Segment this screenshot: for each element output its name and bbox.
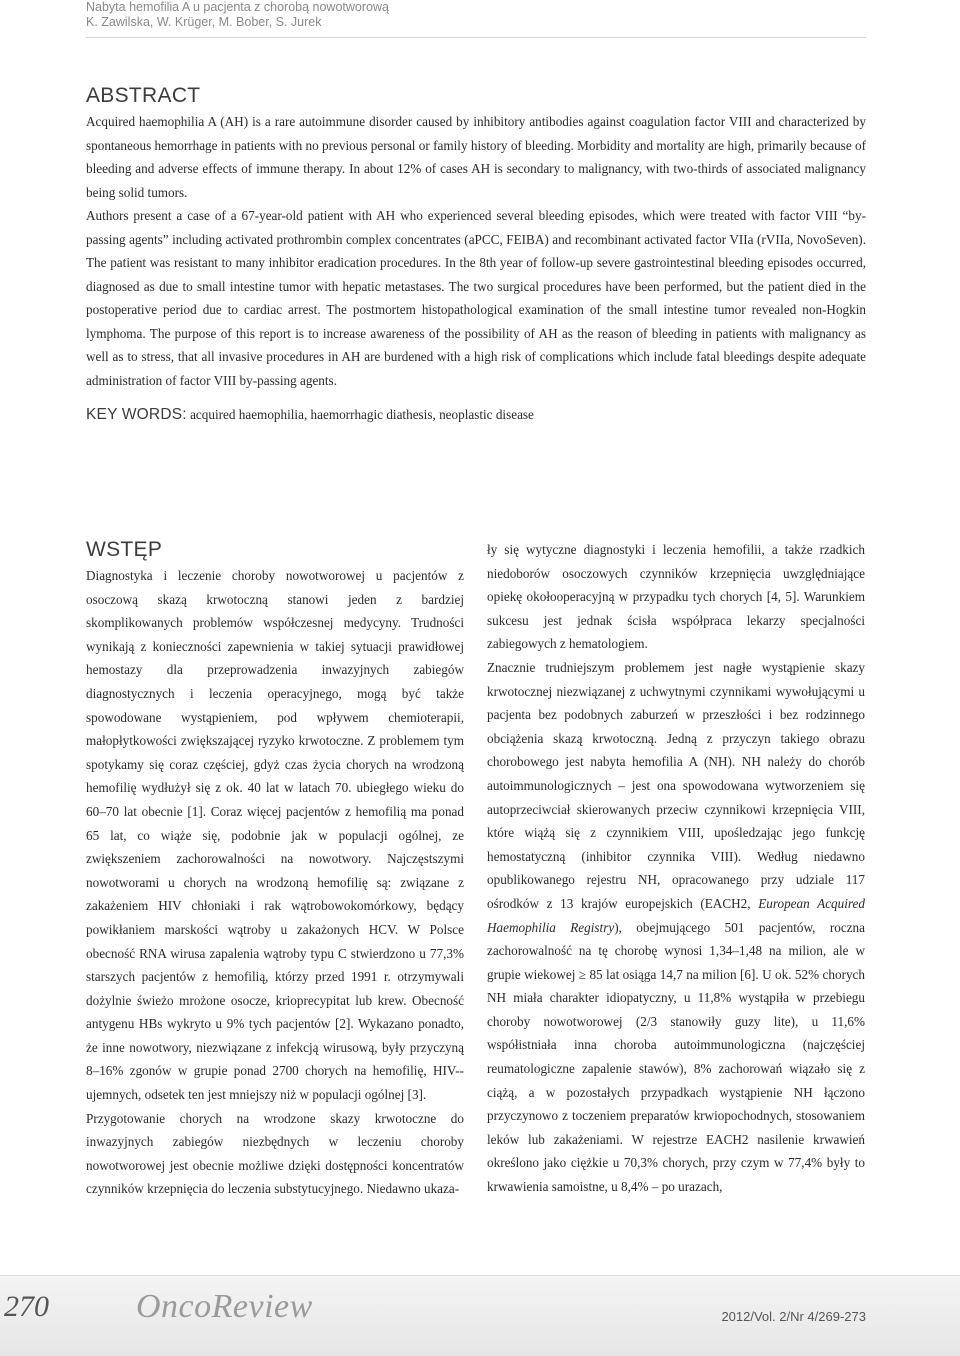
abstract-heading: ABSTRACT — [86, 84, 201, 107]
abstract-paragraph-1: Acquired haemophilia A (AH) is a rare autoimmune disorder caused by inhibitory antibodies against coagulation factor VIII and characterized by spontaneous hemorrhage in patients with no previous personal or family history of bleeding. Morbidity and mortality are high, primarily because of bleeding and adverse effects of immune therapy. In about 12% of cases AH is secondary to malignancy, with two-thirds of associated malignancy being solid tumors. — [86, 114, 866, 200]
keywords-text: acquired haemophilia, haemorrhagic diathesis, neoplastic disease — [190, 407, 534, 422]
issue-info: 2012/Vol. 2/Nr 4/269-273 — [721, 1309, 866, 1324]
intro-paragraph-4 — [487, 656, 865, 1199]
intro-paragraph-2: Przygotowanie chorych na wrodzone skazy krwotoczne do inwazyjnych zabiegów niezbędnych w leczeniu choroby nowotworowej jest obecnie możliwe dzięki dostępności koncentratów czynników krzepnięcia do leczenia substytucyjnego. Niedawno ukaza- — [86, 1110, 464, 1197]
abstract-section — [86, 82, 866, 424]
abstract-paragraph-2: Authors present a case of a 67-year-old patient with AH who experienced several bleeding episodes, which were treated with factor VIII “by-passing agents” including activated prothrombin complex concentrates (aPCC, FEIBA) and recombinant activated factor VIIa (rVIIa, NovoSeven). The patient was resistant to many inhibitor eradication procedures. In the 8th year of follow-up severe gastrointestinal bleeding episodes occurred, diagnosed as due to small intestine tumor with hepatic metastases. The two surgical procedures have been performed, but the patient died in the postoperative period due to cardiac arrest. The postmortem histopathological examination of the small intestine tumor revealed non-Hogkin lymphoma. The purpose of this report is to increase awareness of the possibility of AH as the reason of bleeding in patients with malignancy as well as to stress, that all invasive procedures in AH are burdened with a high risk of complications which include fatal bleedings despite adequate administration of factor VIII by-passing agents. — [86, 208, 866, 388]
running-head-authors: K. Zawilska, W. Krüger, M. Bober, S. Jurek — [86, 15, 322, 29]
intro-right-column — [487, 538, 865, 1199]
page-number: 270 — [4, 1290, 49, 1323]
intro-paragraph-4-part-b: ), obejmującego 501 pacjentów, roczna zachorowalność na tę chorobę wynosi 1,34–1,48 na milion, ale w grupie wiekowej ≥ 85 lat osiąga 14,7 na milion [6]. U ok. 52% chorych NH miała charakter idiopatyczny, u 11,8% wystąpiła w przebiegu choroby nowotworowej (2/3 stanowiły guzy lite), u 11,6% współistniała inna choroba autoimmunologiczna (najczęściej reumatologiczne zapalenie stawów), 8% zachorowań wiązało się z ciążą, a w pozostałych przypadkach wystąpienie NH łączono przyczynowo z toczeniem preparatów krwiopochodnych, stosowaniem leków lub zakażeniami. W rejestrze EACH2 nasilenie krwawień określono jako ciężkie u 70,3% chorych, przy czym w 77,4% były to krwawienia samoistne, u 8,4% – po urazach, — [487, 919, 865, 1195]
registry-name-italic: European Acquired Haemophilia Registry — [487, 895, 865, 935]
running-head — [86, 0, 389, 30]
keywords-label: KEY WORDS: — [86, 406, 187, 423]
journal-logo: OncoReview — [136, 1288, 313, 1325]
intro-paragraph-4-part-a: Znacznie trudniejszym problemem jest nagłe wystąpienie skazy krwotocznej niezwiązanej z uchwytnymi czynnikami wywołującymi u pacjenta bez podobnych zaburzeń w przeszłości i bez rodzinnego obciążenia skazą krwotoczną. Jedną z przyczyn takiego obrazu chorobowego jest nabyta hemofilia A (NH). NH należy do chorób autoimmunologicznych – jest ona spowodowana wytworzeniem się autoprzeciwciał skierowanych przeciw czynnikowi krzepnięcia VIII, które wiążą się z czynnikiem VIII, upośledzając jego funkcję hemostatyczną (inhibitor czynnika VIII). Według niedawno opublikowanego rejestru NH, opracowanego przy udziale 117 ośrodków z 13 krajów europejskich (EACH2, — [487, 659, 865, 911]
keywords-line — [86, 406, 866, 424]
intro-left-column — [86, 536, 464, 1201]
intro-paragraph-1: Diagnostyka i leczenie choroby nowotworowej u pacjentów z osoczową skazą krwotoczną stanowi jeden z bardziej skomplikowanych problemów współczesnej medycyny. Trudności wynikają z konieczności zapewnienia w takiej sytuacji prawidłowej hemostazy dla przeprowadzenia inwazyjnych zabiegów diagnostycznych i leczenia operacyjnego, mogą być także spowodowane wystąpieniem, pod wpływem chemioterapii, małopłytkowości zwiększającej ryzyko krwotoczne. Z problemem tym spotykamy się coraz częściej, gdyż czas życia chorych na wrodzoną hemofilię wydłużył się z ok. 40 lat w latach 70. ubiegłego wieku do 60–70 lat obecnie [1]. Coraz więcej pacjentów z hemofilią ma ponad 65 lat, co wiąże się, podobnie jak w populacji ogólnej, ze zwiększeniem zachorowalności na nowotwory. Najczęstszymi nowotworami u chorych na wrodzoną hemofilię są: związane z zakażeniem HIV chłoniaki i rak wątrobowokomórkowy, będący powikłaniem marskości wątroby u zakażonych HCV. W Polsce obecność RNA wirusa zapalenia wątroby typu C stwierdzono u 77,3% starszych pacjentów z hemofilią, którzy przed 1991 r. otrzymywali dożylnie świeżo mrożone osocze, krioprecypitat lub krew. Obecność antygenu HBs wykryto u 9% tych pacjentów [2]. Wykazano ponadto, że inne nowotwory, niezwiązane z infekcją wirusową, były przyczyną 8–16% zgonów w grupie ponad 2700 chorych na hemofilię, HIV--ujemnych, odsetek ten jest mniejszy niż w populacji ogólnej [3]. — [86, 568, 464, 1103]
running-head-title: Nabyta hemofilia A u pacjenta z chorobą nowotworową — [86, 0, 389, 14]
intro-heading: WSTĘP — [86, 538, 163, 561]
intro-paragraph-3: ły się wytyczne diagnostyki i leczenia hemofilii, a także rzadkich niedoborów osoczowych czynników krzepnięcia uwzględniające opiekę okołooperacyjną w przypadku tych chorych [4, 5]. Warunkiem sukcesu jest jednak ścisła współpraca lekarzy specjalności zabiegowych z hematologiem. — [487, 542, 865, 652]
header-divider — [86, 37, 866, 38]
